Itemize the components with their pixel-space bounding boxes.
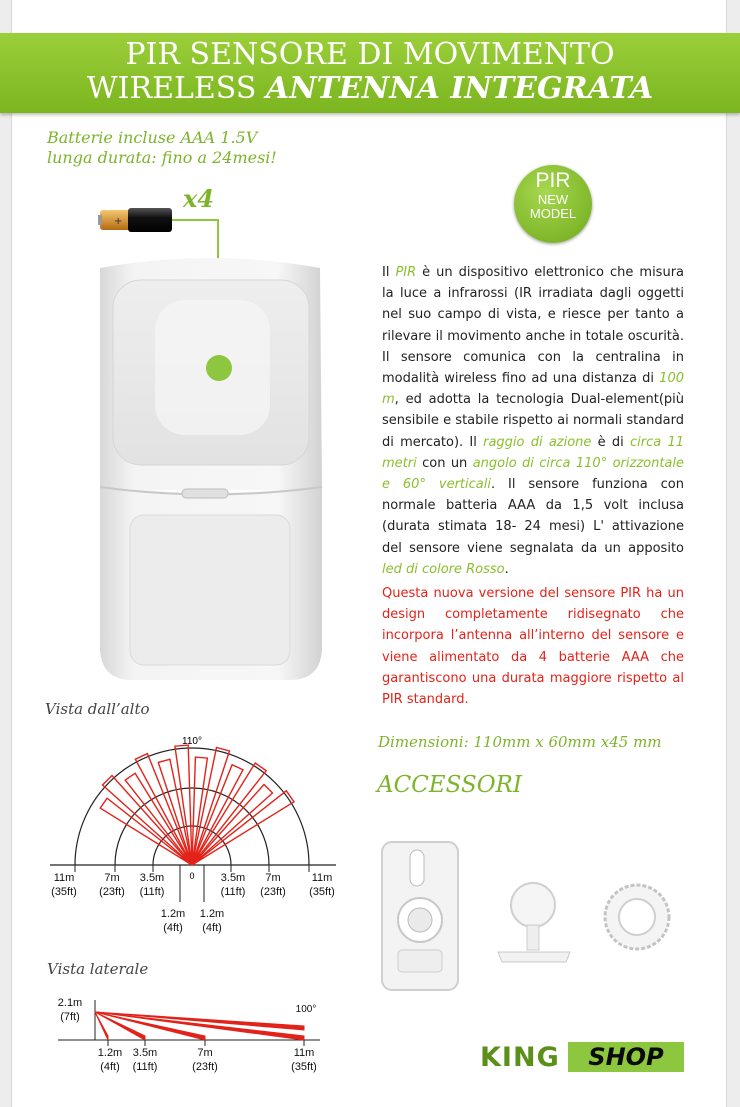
- accessories-title: ACCESSORI: [377, 772, 522, 798]
- svg-text:+: +: [114, 216, 123, 227]
- description-paragraph: [382, 262, 684, 580]
- logo-shop: SHOP: [568, 1042, 684, 1072]
- top-view-title: Vista dall’alto: [45, 700, 150, 718]
- side-view-diagram: [50, 990, 340, 1080]
- top-view-near-label: (4ft): [163, 922, 183, 934]
- top-view-label: (23ft): [99, 886, 125, 898]
- side-view-height: (7ft): [60, 1011, 80, 1023]
- desc-text: è un dispositivo elettronico che misura la luce a infrarossi (IR irradiata dagli oggetti nel suo campo di vista, e riesce per tanto a rilevare il movimento anche in totale oscurità. Il sensore comunica con la centralina in modalità wireless fino ad una distanza di: [382, 265, 684, 387]
- ring-nut-image: [605, 885, 669, 949]
- banner-title-line1: PIR SENSORE DI MOVIMENTO: [125, 37, 615, 72]
- side-view-label: 11m: [293, 1047, 315, 1059]
- desc-highlight: led di colore Rosso: [382, 561, 505, 577]
- top-view-near-label: (4ft): [202, 922, 222, 934]
- side-view-title: Vista laterale: [47, 960, 149, 978]
- mounting-bracket-image: [382, 842, 458, 990]
- battery-note-line2: lunga durata: fino a 24mesi!: [47, 148, 277, 167]
- desc-text: Il: [382, 265, 396, 280]
- side-view-label: 3.5m: [132, 1047, 158, 1059]
- banner-title-plain: WIRELESS: [86, 71, 266, 106]
- top-view-label: 3.5m: [139, 872, 165, 884]
- desc-text: .: [504, 561, 509, 577]
- side-view-angle-label: 100°: [295, 1004, 317, 1015]
- badge-line2: NEW: [537, 192, 569, 207]
- desc-text: , ed adotta la tecnologia Dual-element(più sensibile e stabile rispetto ai normali standard di mercato). Il: [382, 392, 684, 450]
- new-model-badge: [514, 165, 592, 243]
- desc-highlight: circa 11 metri: [382, 434, 684, 471]
- battery-icon: [98, 208, 172, 232]
- top-view-label: 7m: [265, 872, 281, 884]
- top-view-label: (11ft): [139, 886, 165, 898]
- desc-highlight: raggio di azione: [483, 434, 592, 450]
- new-version-note: Questa nuova versione del sensore PIR ha un design completamente ridisegnato che incorpora l’antenna all’interno del sensore e viene alimentato da 4 batterie AAA che garantiscono una durata maggiore rispetto al PIR standard.: [382, 586, 684, 708]
- battery-count: x4: [183, 184, 215, 213]
- badge-line3: MODEL: [529, 206, 577, 221]
- top-view-label: (35ft): [51, 886, 77, 898]
- side-view-label: 1.2m: [97, 1047, 123, 1059]
- top-view-label: 11m: [311, 872, 333, 884]
- pir-sensor-device: [100, 258, 322, 680]
- side-view-label: (23ft): [192, 1061, 218, 1073]
- top-view-label: (23ft): [260, 886, 286, 898]
- badge-line1: PIR: [535, 169, 571, 192]
- top-view-label: (11ft): [220, 886, 246, 898]
- battery-location-dot: [206, 355, 232, 381]
- side-view-height: 2.1m: [57, 997, 83, 1009]
- top-view-label: 7m: [104, 872, 120, 884]
- swivel-mount-image: [498, 883, 570, 962]
- desc-highlight: angolo di circa 110° orizzontale e 60° verticali: [382, 455, 685, 493]
- top-view-near-label: 1.2m: [160, 908, 186, 920]
- dimensions-text: Dimensioni: 110mm x 60mm x45 mm: [378, 733, 662, 751]
- side-view-label: (11ft): [132, 1061, 158, 1073]
- top-view-label: 11m: [53, 872, 75, 884]
- desc-highlight: PIR: [395, 265, 417, 280]
- top-view-label: 3.5m: [220, 872, 246, 884]
- top-view-label: (35ft): [309, 886, 335, 898]
- desc-text: con un: [416, 455, 473, 471]
- top-view-diagram: [40, 722, 360, 942]
- top-view-angle-label: 110°: [182, 736, 202, 747]
- accessories-images: [370, 830, 710, 1000]
- desc-highlight: 100 m: [382, 371, 684, 408]
- side-view-label: 7m: [197, 1047, 213, 1059]
- side-view-label: (35ft): [291, 1061, 317, 1073]
- kingshop-logo: [480, 1040, 684, 1074]
- banner-title-bold: ANTENNA INTEGRATA: [265, 71, 654, 106]
- side-view-label: (4ft): [100, 1061, 120, 1073]
- top-view-near-label: 1.2m: [199, 908, 225, 920]
- desc-text: . Il sensore funziona con normale batteria AAA da 1,5 volt inclusa (durata stimata 18- 24 mesi) L' attivazione del sensore viene segnalata da un apposito: [382, 477, 684, 556]
- logo-king: KING: [480, 1042, 560, 1073]
- battery-note-line1: Batterie incluse AAA 1.5V: [47, 128, 258, 147]
- badge-lines: [514, 193, 592, 221]
- desc-text: è di: [591, 434, 630, 450]
- top-view-center-label: 0: [189, 871, 195, 881]
- detection-beam: [192, 785, 273, 866]
